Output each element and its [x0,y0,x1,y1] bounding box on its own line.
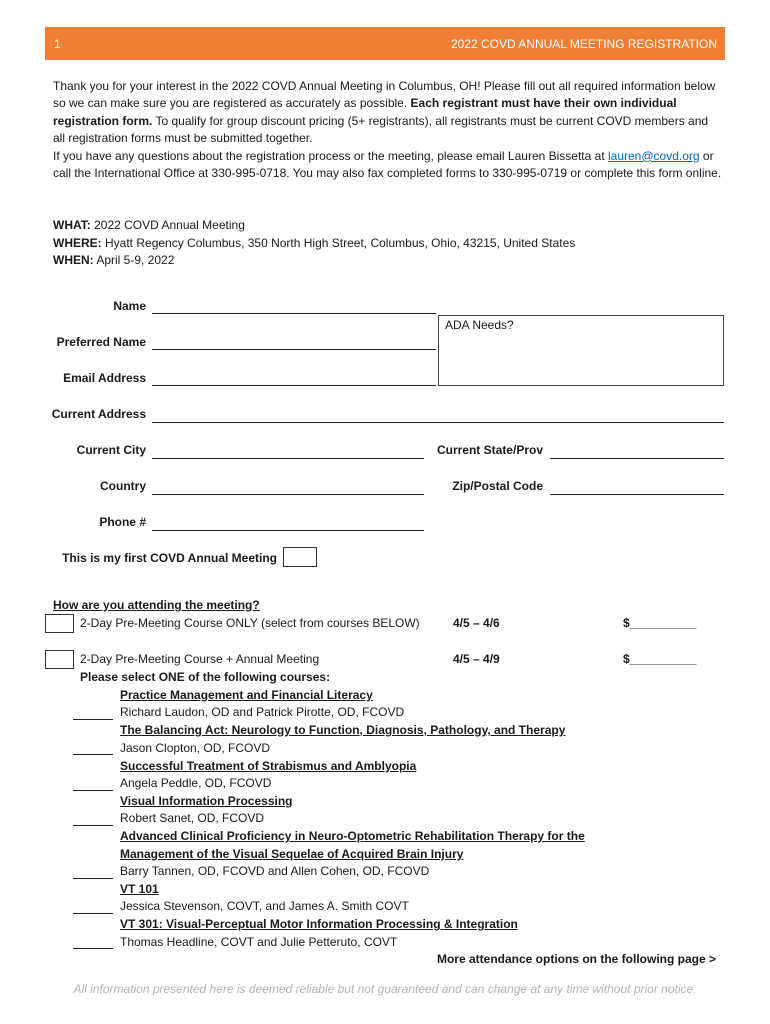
course-select-blank[interactable] [73,719,113,720]
email-link[interactable]: lauren@covd.org [608,148,700,163]
country-field[interactable] [152,494,424,495]
document-title: 2022 COVD ANNUAL MEETING REGISTRATION [450,37,717,51]
course-instructors: Angela Peddle, OD, FCOVD [120,776,272,790]
option-course-meeting-checkbox[interactable] [45,650,74,669]
intro-paragraph-1 [53,78,723,148]
course-select-blank[interactable] [73,754,113,755]
course-title-line-2: Management of the Visual Sequelae of Acquired Brain Injury [120,847,464,861]
state-field[interactable] [550,458,724,459]
course-select-prompt: Please select ONE of the following courses: [80,670,331,684]
event-when [53,252,575,270]
current-address-label: Current Address [51,407,146,421]
intro-text-c: To qualify for group discount pricing (5+ registrants), all registrants must be current COVD members and all registration forms must be submitted together. [53,113,709,146]
zip-label: Zip/Postal Code [452,479,543,493]
course-instructors: Richard Laudon, OD and Patrick Pirotte, OD, FCOVD [120,705,405,719]
current-city-label: Current City [76,443,146,457]
option-course-meeting-label: 2-Day Pre-Meeting Course + Annual Meeting [80,652,320,666]
contact-text-a: If you have any questions about the registration process or the meeting, please email Lauren Bissetta at [53,148,608,163]
course-select-blank[interactable] [73,878,113,879]
course-instructors: Jason Clopton, OD, FCOVD [120,741,271,755]
disclaimer-footer: All information presented here is deemed reliable but not guaranteed and can change at any time without prior notice. [73,982,697,996]
phone-field[interactable] [152,530,424,531]
email-address-label: Email Address [63,371,146,385]
page-header [45,27,725,60]
option-course-only-checkbox[interactable] [45,614,74,633]
phone-label: Phone # [99,515,146,529]
course-instructors: Robert Sanet, OD, FCOVD [120,811,265,825]
course-title: Practice Management and Financial Literacy [120,688,373,702]
intro-text-a: Thank you for your interest in the 2022 COVD Annual Meeting in Columbus, OH! Please fill out all required information below so we can make sure you are registered as accurately as possible. [53,79,716,111]
event-where [53,235,575,253]
event-details [53,217,575,270]
name-label: Name [113,299,146,313]
first-meeting-label: This is my first COVD Annual Meeting [62,551,277,565]
option-course-meeting-price: $__________ [623,652,697,666]
intro-text [53,78,723,182]
course-title: VT 301: Visual-Perceptual Motor Information Processing & Integration [120,917,518,931]
ada-needs-label: ADA Needs? [445,318,514,332]
preferred-name-label: Preferred Name [56,335,146,349]
when-label: WHEN: [53,253,94,268]
email-address-field[interactable] [152,385,436,386]
course-title: The Balancing Act: Neurology to Function, Diagnosis, Pathology, and Therapy [120,723,566,737]
country-label: Country [100,479,146,493]
zip-field[interactable] [550,494,724,495]
course-instructors: Barry Tannen, OD, FCOVD and Allen Cohen, OD, FCOVD [120,864,430,878]
course-select-blank[interactable] [73,790,113,791]
attendance-heading: How are you attending the meeting? [53,598,260,612]
intro-emphasis: Each registrant must have their own individual registration form. [53,96,677,128]
contact-text-b: or call the International Office at 330-995-0718. You may also fax completed forms to 330-995-0719 or complete this form online. [53,148,722,181]
where-label: WHERE: [53,235,102,250]
event-what [53,217,575,235]
ada-needs-field[interactable] [438,315,724,386]
course-instructors: Thomas Headline, COVT and Julie Petteruto, COVT [120,935,398,949]
where-value: Hyatt Regency Columbus, 350 North High Street, Columbus, Ohio, 43215, United States [101,235,576,250]
option-course-only-label: 2-Day Pre-Meeting Course ONLY (select from courses BELOW) [80,616,420,630]
name-field[interactable] [152,313,436,314]
what-label: WHAT: [53,218,91,232]
option-course-only-price: $__________ [623,616,697,630]
page-number: 1 [54,37,61,51]
what-value: 2022 COVD Annual Meeting [90,218,245,232]
intro-paragraph-2 [53,148,723,183]
course-select-blank[interactable] [73,948,113,949]
course-title: Advanced Clinical Proficiency in Neuro-Optometric Rehabilitation Therapy for the [120,829,585,843]
more-options-note: More attendance options on the following page > [436,952,716,966]
first-meeting-checkbox[interactable] [283,547,317,567]
current-address-field[interactable] [152,422,724,423]
current-city-field[interactable] [152,458,424,459]
course-title: Visual Information Processing [120,794,293,808]
course-title: Successful Treatment of Strabismus and Amblyopia [120,759,417,773]
when-value: April 5-9, 2022 [93,253,175,268]
course-select-blank[interactable] [73,913,113,914]
course-select-blank[interactable] [73,825,113,826]
course-title: VT 101 [120,882,159,896]
option-course-only-dates: 4/5 – 4/6 [453,616,500,630]
option-course-meeting-dates: 4/5 – 4/9 [453,652,500,666]
state-label: Current State/Prov [436,443,543,457]
preferred-name-field[interactable] [152,349,436,350]
course-instructors: Jessica Stevenson, COVT, and James A. Smith COVT [120,899,409,913]
